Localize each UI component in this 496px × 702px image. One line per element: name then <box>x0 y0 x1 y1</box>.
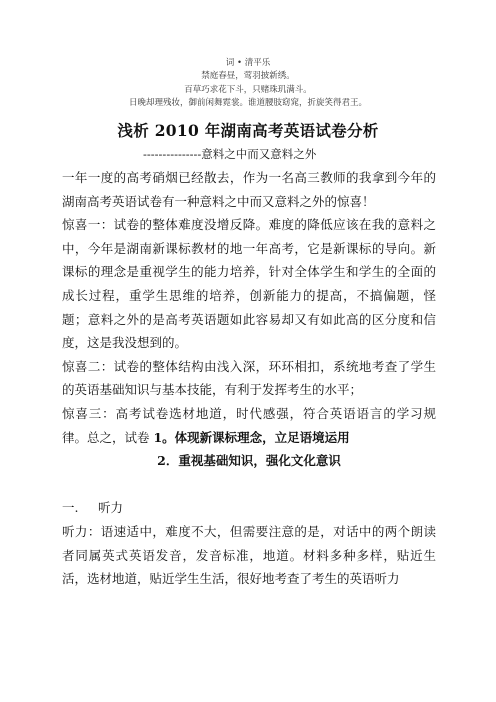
poem-title: 词 • 清平乐 <box>225 58 271 68</box>
poem-line: 日晚却理残妆，御前闲舞霓裳。谁道腰肢窈窕，折旋笑得君王。 <box>128 98 367 109</box>
surprise-one-paragraph: 惊喜一：试卷的整体难度没增反降。难度的降低应该在我的意料之中，今年是湖南新课标教材的地一年高考，它是新课标的导向。新课标的理念是重视学生的能力培养，针对全体学生和学生的全面的成长过程，重学生思维的培养，创新能力的提高，不搞偏题，怪题；意料之外的是高考英语题如此容易却又有如此高的区分度和信度，这是我没想到的。 <box>62 217 436 351</box>
article-title: 浅析 2010 年湖南高考英语试卷分析 <box>117 121 379 140</box>
section-heading-listening <box>62 496 436 520</box>
poem-line: 禁庭春昼，莺羽披新绣。 <box>201 71 295 82</box>
surprise-two-paragraph: 惊喜二：试卷的整体结构由浅入深，环环相扣，系统地考查了学生的英语基础知识与基本技能，有利于发挥考生的水平； <box>62 358 436 398</box>
surprise-three-paragraph <box>62 402 436 449</box>
article-body <box>62 166 436 591</box>
section-title: 听力 <box>98 500 124 516</box>
article-subtitle: ---------------意料之中而又意料之外 <box>143 147 317 161</box>
point-one: 1。体现新课标理念，立足语境运用 <box>153 429 350 445</box>
poem-header <box>0 57 496 111</box>
section-number: 一. <box>62 500 79 516</box>
point-two: 2．重视基础知识，强化文化意识 <box>157 453 341 469</box>
listening-paragraph: 听力：语速适中，难度不大，但需要注意的是，对话中的两个朗读者同属英式英语发音，发音标准，地道。材料多种多样，贴近生活，选材地道，贴近学生生活，很好地考查了考生的英语听力 <box>62 523 436 587</box>
poem-line: 百草巧求花下斗，只赌珠玑满斗。 <box>184 84 312 95</box>
surprise-three-text: 惊喜三：高考试卷选材地道，时代感强，符合英语语言的学习规律。总之，试卷 <box>62 405 436 445</box>
intro-paragraph: 一年一度的高考硝烟已经散去，作为一名高三教师的我拿到今年的湖南高考英语试卷有一种意料之中而又意料之外的惊喜！ <box>62 170 436 209</box>
